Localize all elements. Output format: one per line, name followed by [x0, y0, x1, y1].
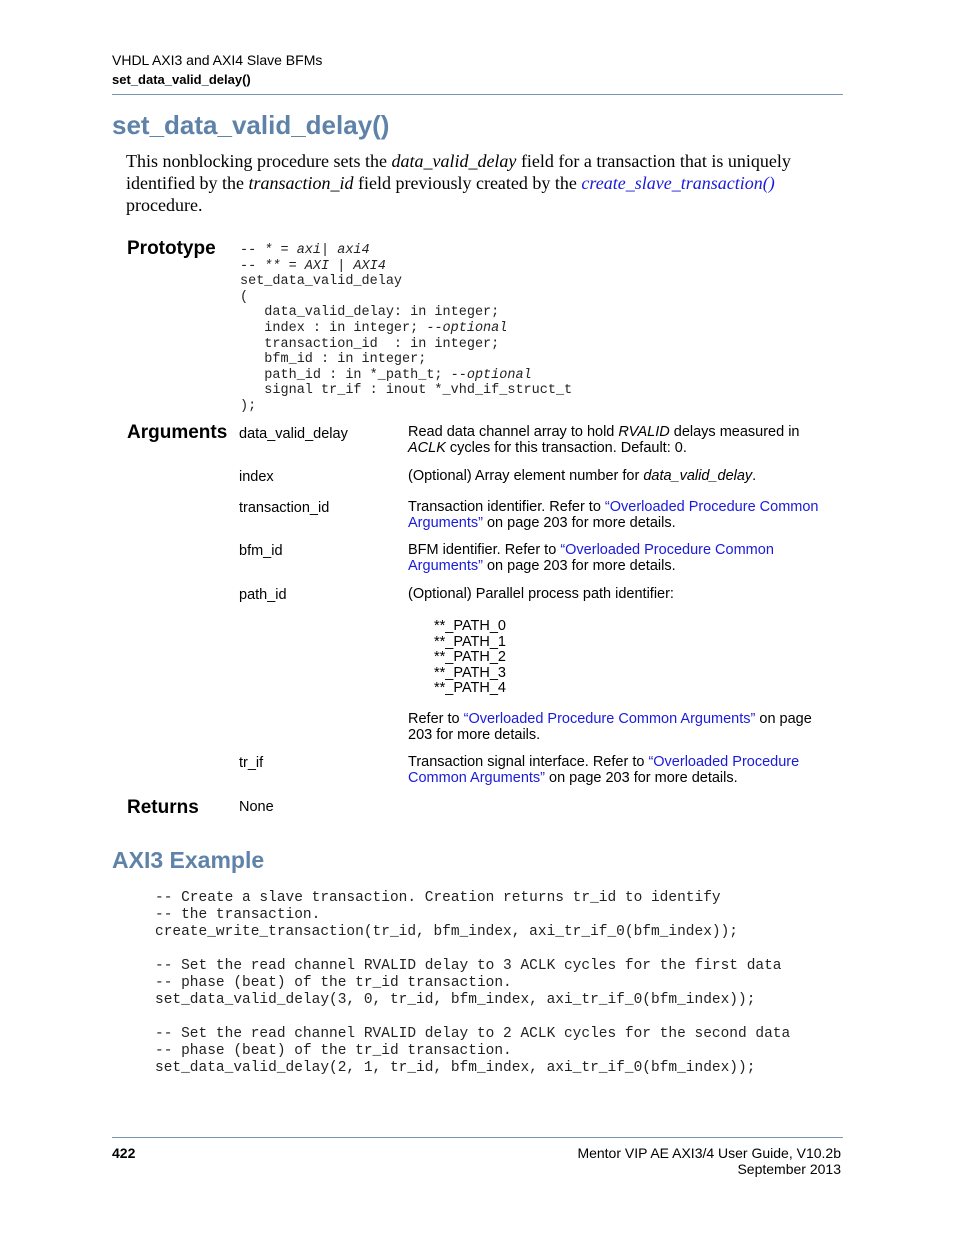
path-id-item: **_PATH_3 [434, 664, 506, 681]
prototype-comment: -- * = axi| axi4 [240, 243, 370, 258]
prototype-line: path_id : in *_path_t; [240, 367, 451, 383]
arg-desc-signal: RVALID [618, 424, 670, 440]
arg-name-data-valid-delay: data_valid_delay [239, 426, 348, 442]
header-rule [112, 94, 843, 95]
create-slave-transaction-link[interactable]: create_slave_transaction() [581, 173, 775, 193]
prototype-line: set_data_valid_delay [240, 274, 403, 290]
returns-label: Returns [127, 797, 199, 818]
path-id-item: **_PATH_4 [434, 680, 506, 697]
prototype-line: signal tr_if : inout *_vhd_if_struct_t [240, 383, 573, 399]
path-id-item: **_PATH_2 [434, 649, 506, 666]
code-line: -- Create a slave transaction. Creation returns tr_id to identify [155, 890, 721, 906]
path-id-item: **_PATH_1 [434, 633, 506, 650]
returns-value: None [239, 799, 274, 815]
arg-name-index: index [239, 469, 274, 485]
intro-text: procedure. [126, 195, 203, 215]
arg-desc-data-valid-delay [408, 425, 838, 456]
arg-desc-field: data_valid_delay [643, 468, 753, 484]
overloaded-args-link[interactable]: “Overloaded Procedure Common Arguments” [408, 754, 800, 786]
arg-desc-signal: ACLK [408, 439, 446, 456]
arg-desc-transaction-id [408, 500, 838, 531]
arg-desc-text: on page 203 for more details. [545, 769, 738, 786]
prototype-line: ( [240, 289, 249, 305]
prototype-label: Prototype [127, 238, 216, 259]
arg-desc-bfm-id [408, 543, 838, 574]
prototype-optional-comment: --optional [450, 367, 532, 383]
code-line [155, 1009, 790, 1026]
arg-desc-text: Refer to [408, 711, 464, 727]
arg-desc-text: (Optional) Array element number for [408, 468, 644, 484]
running-header-subsection: set_data_valid_delay() [112, 72, 251, 87]
code-line: -- Set the read channel RVALID delay to 3 ACLK cycles for the first data [155, 958, 782, 974]
code-line: -- phase (beat) of the tr_id transaction. [155, 1043, 512, 1059]
footer-date: September 2013 [737, 1161, 841, 1177]
prototype-optional-comment: --optional [426, 320, 508, 336]
intro-paragraph [126, 150, 841, 216]
arg-desc-text: BFM identifier. Refer to [408, 542, 561, 558]
arg-desc-text: on page 203 for more details. [482, 514, 676, 531]
code-line: -- phase (beat) of the tr_id transaction. [155, 975, 512, 991]
arg-desc-text: Transaction signal interface. Refer to [408, 754, 649, 770]
code-line: set_data_valid_delay(3, 0, tr_id, bfm_index, axi_tr_if_0(bfm_index)); [155, 992, 756, 1008]
arg-desc-text: on page 203 for more details. [482, 557, 676, 574]
intro-text: field for a transaction that is uniquely identified by the [126, 151, 791, 193]
page-title: set_data_valid_delay() [112, 110, 390, 140]
prototype-line: ); [240, 398, 257, 414]
prototype-code [240, 243, 572, 415]
prototype-line: bfm_id : in integer; [240, 352, 427, 368]
arg-desc-path-id-refer [408, 712, 838, 743]
footer-guide-title: Mentor VIP AE AXI3/4 User Guide, V10.2b [577, 1145, 841, 1161]
footer-rule [112, 1137, 843, 1138]
arg-desc-text: Read data channel array to hold [408, 424, 619, 440]
intro-text: This nonblocking procedure sets the [126, 151, 392, 171]
prototype-line: data_valid_delay: in integer; [240, 305, 500, 321]
code-line: set_data_valid_delay(2, 1, tr_id, bfm_index, axi_tr_if_0(bfm_index)); [155, 1060, 756, 1076]
arg-desc-tr-if [408, 755, 838, 786]
arg-desc-text: Transaction identifier. Refer to [408, 499, 605, 515]
page-number: 422 [112, 1145, 136, 1161]
arg-desc-index [408, 469, 838, 485]
path-id-list [434, 619, 506, 697]
example-heading: AXI3 Example [112, 847, 265, 873]
prototype-comment: -- ** = AXI | AXI4 [240, 258, 386, 274]
code-line [155, 941, 790, 958]
code-line: -- Set the read channel RVALID delay to 2 ACLK cycles for the second data [155, 1026, 791, 1042]
arg-desc-text: . [752, 468, 757, 484]
intro-field-name: data_valid_delay [391, 151, 517, 171]
arg-desc-text: on page 203 for more details. [408, 711, 812, 743]
arg-name-bfm-id: bfm_id [239, 543, 283, 559]
arg-desc-text: delays measured in [669, 424, 800, 440]
intro-field-name: transaction_id [248, 173, 354, 193]
path-id-item: **_PATH_0 [434, 618, 506, 634]
code-line: create_write_transaction(tr_id, bfm_index, axi_tr_if_0(bfm_index)); [155, 924, 738, 940]
code-line: -- the transaction. [155, 907, 321, 923]
prototype-line: index : in integer; [240, 320, 427, 336]
prototype-line: transaction_id : in integer; [240, 336, 500, 352]
intro-text: field previously created by the [353, 173, 582, 193]
running-header-section: VHDL AXI3 and AXI4 Slave BFMs [112, 52, 323, 68]
arg-name-transaction-id: transaction_id [239, 500, 330, 516]
arg-name-tr-if: tr_if [239, 755, 264, 771]
example-code [155, 890, 790, 1077]
overloaded-args-link[interactable]: “Overloaded Procedure Common Arguments” [463, 711, 756, 727]
overloaded-args-link[interactable]: “Overloaded Procedure Common Arguments” [408, 542, 774, 574]
overloaded-args-link[interactable]: “Overloaded Procedure Common Arguments” [408, 499, 819, 531]
arg-desc-text: cycles for this transaction. Default: 0. [445, 439, 687, 456]
footer-info [577, 1145, 841, 1177]
arg-name-path-id: path_id [239, 587, 287, 603]
arg-desc-path-id: (Optional) Parallel process path identifier: [408, 586, 674, 602]
arguments-label: Arguments [127, 422, 228, 443]
